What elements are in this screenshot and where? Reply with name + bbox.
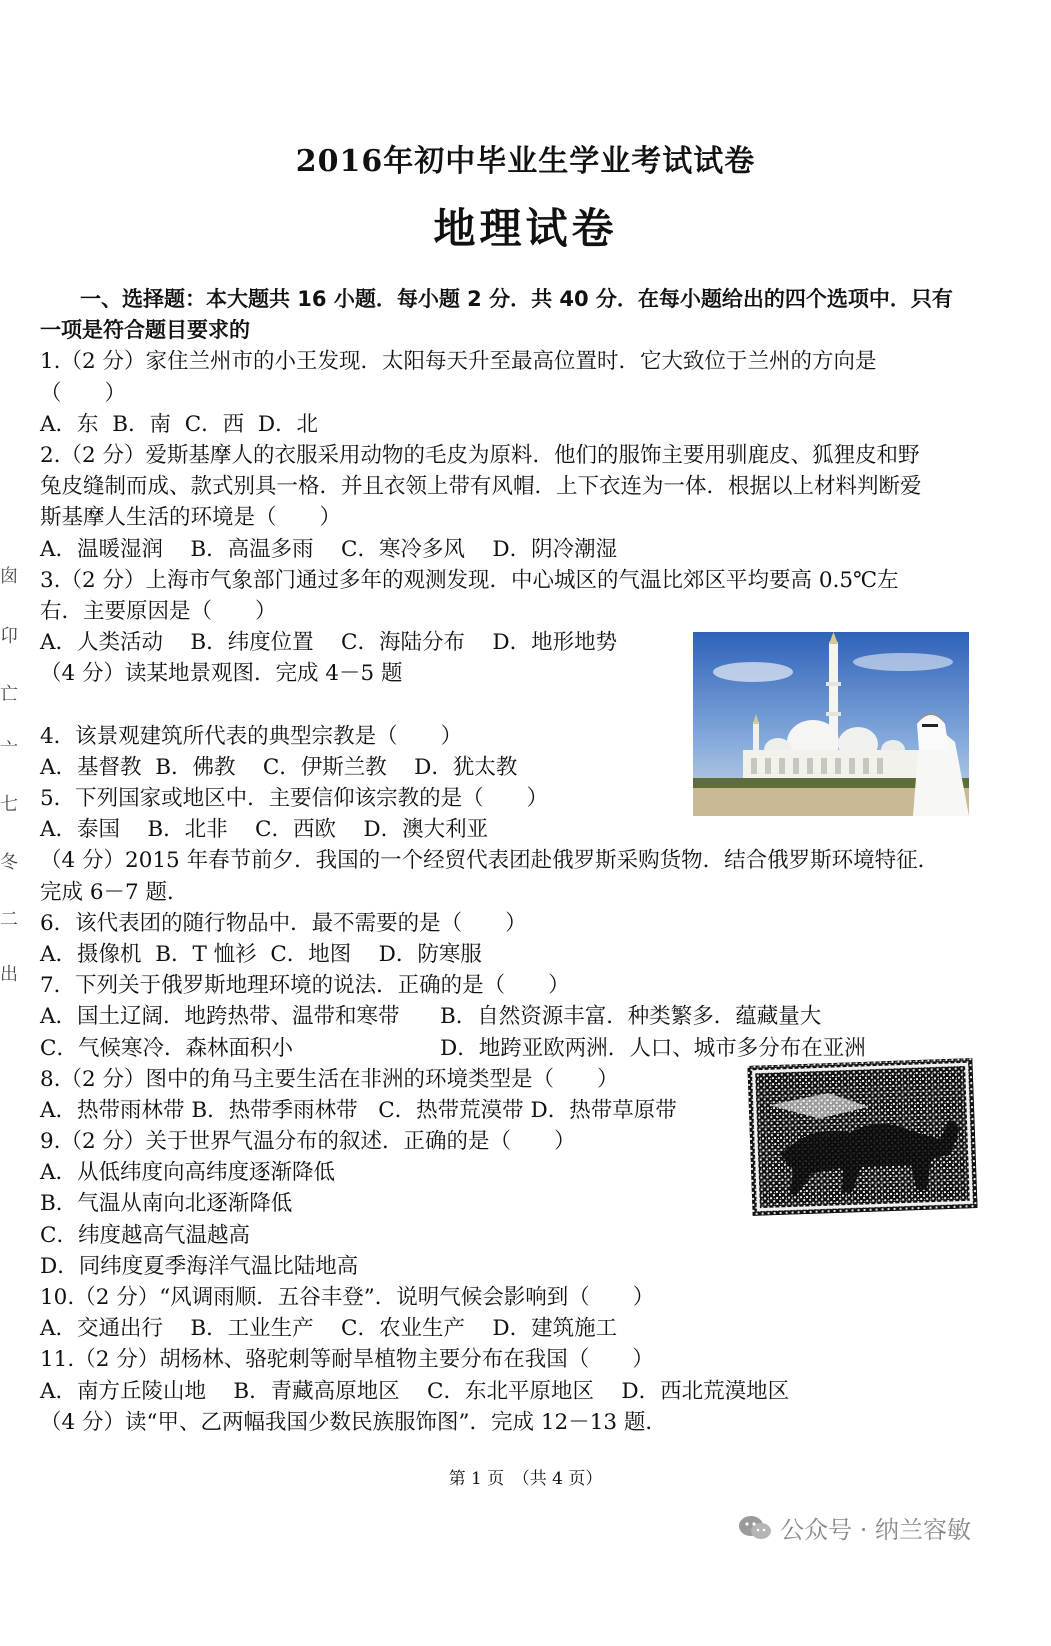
wechat-icon <box>738 1514 772 1542</box>
option-a[interactable]: A．泰国 <box>40 817 121 843</box>
subject-title: 地理试卷 <box>433 204 618 253</box>
option-b[interactable]: B．青藏高原地区 <box>233 1378 400 1404</box>
option-c[interactable]: C．气候寒冷．森林面积小 <box>40 1035 293 1061</box>
question-3-stem: 3.（2 分）上海市气象部门通过多年的观测发现．中心城区的气温比郊区平均要高 0.5℃左 <box>40 567 899 593</box>
question-10-options <box>40 1313 1020 1344</box>
option-c[interactable]: C．西 <box>184 411 245 437</box>
option-c[interactable]: C．热带荒漠带 <box>378 1097 524 1123</box>
option-d[interactable]: D．阴冷潮湿 <box>492 536 618 562</box>
question-5-options <box>40 814 1020 845</box>
mosque-photo-icon <box>693 632 969 816</box>
option-a[interactable]: A．热带雨林带 <box>40 1097 185 1123</box>
question-6-stem: 6．该代表团的随行物品中．最不需要的是（ ） <box>40 910 527 936</box>
option-a[interactable]: A．国土辽阔．地跨热带、温带和寒带 <box>40 1004 400 1030</box>
option-d[interactable]: D．犹太教 <box>414 754 518 780</box>
question-2-stem: 兔皮缝制而成、款式别具一格．并且衣领上带有风帽．上下衣连为一体．根据以上材料判断爱 <box>40 474 922 500</box>
option-d[interactable]: D．防寒服 <box>378 941 482 967</box>
option-b[interactable]: B．工业生产 <box>190 1316 314 1342</box>
question-3-stem: 右．主要原因是（ ） <box>40 598 277 624</box>
margin-mark: 二 <box>0 909 18 930</box>
option-b[interactable]: B．佛教 <box>155 754 236 780</box>
question-7-stem: 7．下列关于俄罗斯地理环境的说法．正确的是（ ） <box>40 973 570 999</box>
option-d[interactable]: D．建筑施工 <box>492 1316 618 1342</box>
group-6-7-intro: 完成 6－7 题． <box>40 879 189 905</box>
option-b[interactable]: B．气温从南向北逐渐降低 <box>40 1191 293 1217</box>
section-heading: 一、选择题：本大题共 16 小题．每小题 2 分．共 40 分．在每小题给出的四个选项中．只有 <box>80 287 953 311</box>
option-d[interactable]: D．澳大利亚 <box>363 817 489 843</box>
question-10-stem: 10.（2 分）“风调雨顺．五谷丰登”．说明气候会影响到（ ） <box>40 1285 655 1310</box>
option-a[interactable]: A．东 <box>40 411 99 437</box>
option-a[interactable]: A．摄像机 <box>40 941 142 967</box>
option-b[interactable]: B．热带季雨林带 <box>191 1097 358 1123</box>
margin-mark: 冬 <box>0 852 18 873</box>
question-6-options <box>40 939 1020 970</box>
margin-mark: 卬 <box>0 626 18 647</box>
group-12-13-intro: （4 分）读“甲、乙两幅我国少数民族服饰图”．完成 12－13 题． <box>40 1409 667 1435</box>
question-5-stem: 5．下列国家或地区中．主要信仰该宗教的是（ ） <box>40 786 549 811</box>
question-2-options <box>40 534 1020 565</box>
question-8-stem: 8.（2 分）图中的角马主要生活在非洲的环境类型是（ ） <box>40 1066 619 1092</box>
margin-mark: 囱 <box>0 566 18 587</box>
option-c[interactable]: C．西欧 <box>255 817 336 843</box>
option-a[interactable]: A．交通出行 <box>40 1316 164 1342</box>
question-1-stem: 1.（2 分）家住兰州市的小王发现．太阳每天升至最高位置时．它大致位于兰州的方向是 <box>40 349 877 375</box>
section-heading-cont: 一项是符合题目要求的 <box>40 318 250 343</box>
option-d[interactable]: D．地跨亚欧两洲．人口、城市多分布在亚洲 <box>440 1035 866 1061</box>
question-7-options-row2 <box>40 1033 1020 1064</box>
question-7-options-row1 <box>40 1001 1020 1032</box>
option-a[interactable]: A．从低纬度向高纬度逐渐降低 <box>40 1160 336 1186</box>
option-b[interactable]: B．南 <box>112 411 172 437</box>
option-b[interactable]: B．T 恤衫 <box>155 941 257 967</box>
question-2-stem: 2.（2 分）爱斯基摩人的衣服采用动物的毛皮为原料．他们的服饰主要用驯鹿皮、狐狸皮和野 <box>40 442 920 468</box>
option-b[interactable]: B．高温多雨 <box>190 536 314 562</box>
question-4-stem: 4．该景观建筑所代表的典型宗教是（ ） <box>40 723 463 749</box>
option-a[interactable]: A．人类活动 <box>40 630 164 656</box>
option-a[interactable]: A．南方丘陵山地 <box>40 1378 207 1404</box>
margin-mark: 出 <box>0 964 18 985</box>
margin-mark: 亠 <box>0 739 18 760</box>
question-2-stem: 斯基摩人生活的环境是（ ） <box>40 505 342 531</box>
question-11-options <box>40 1376 1020 1407</box>
option-c[interactable]: C．伊斯兰教 <box>262 754 387 780</box>
option-b[interactable]: B．北非 <box>147 817 228 843</box>
option-b[interactable]: B．纬度位置 <box>190 630 314 656</box>
option-d[interactable]: D．北 <box>257 411 319 437</box>
option-d[interactable]: D．西北荒漠地区 <box>621 1378 790 1404</box>
page-footer: 第 1 页 （共 4 页） <box>448 1469 603 1489</box>
option-c[interactable]: C．海陆分布 <box>341 630 465 656</box>
option-c[interactable]: C．东北平原地区 <box>427 1378 594 1404</box>
option-a[interactable]: A．温暖湿润 <box>40 536 164 562</box>
watermark-text: 公众号 · 纳兰容敏 <box>780 1516 971 1544</box>
question-9-stem: 9.（2 分）关于世界气温分布的叙述．正确的是（ ） <box>40 1129 576 1155</box>
option-c[interactable]: C．寒冷多风 <box>341 536 465 562</box>
exam-title: 2016年初中毕业生学业考试试卷 <box>295 144 756 179</box>
exam-body <box>40 284 1020 1438</box>
option-c[interactable]: C．农业生产 <box>341 1316 465 1342</box>
option-d[interactable]: D．地形地势 <box>492 630 618 656</box>
question-1-options <box>40 409 1020 440</box>
wildebeest-photo-icon <box>747 1058 977 1216</box>
option-a[interactable]: A．基督教 <box>40 754 142 780</box>
question-11-stem: 11.（2 分）胡杨林、骆驼刺等耐旱植物主要分布在我国（ ） <box>40 1347 654 1373</box>
watermark <box>738 1510 971 1545</box>
option-d[interactable]: D．同纬度夏季海洋气温比陆地高 <box>40 1253 359 1279</box>
margin-mark: 亡 <box>0 684 18 705</box>
margin-mark: 七 <box>0 794 18 815</box>
group-6-7-intro: （4 分）2015 年春节前夕．我国的一个经贸代表团赴俄罗斯采购货物．结合俄罗斯环境特征． <box>40 848 940 874</box>
question-1-stem-bracket: （ ） <box>40 380 127 406</box>
option-d[interactable]: D．热带草原带 <box>530 1097 677 1123</box>
option-b[interactable]: B．自然资源丰富．种类繁多．蕴藏量大 <box>440 1004 822 1030</box>
group-4-5-intro: （4 分）读某地景观图．完成 4－5 题 <box>40 661 403 687</box>
option-c[interactable]: C．纬度越高气温越高 <box>40 1222 250 1248</box>
option-c[interactable]: C．地图 <box>270 941 352 967</box>
